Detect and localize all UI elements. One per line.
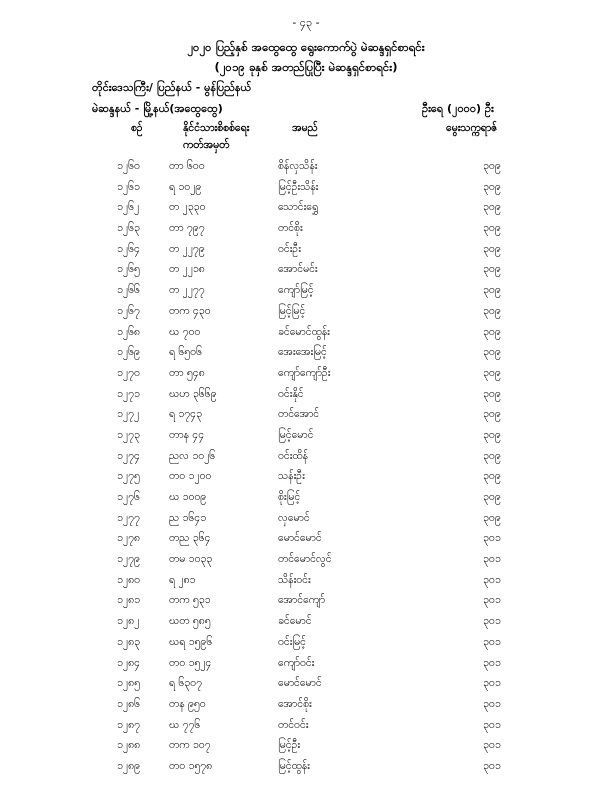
row-id: တက ၄၃၀ (169, 304, 211, 317)
table-row (0, 201, 612, 222)
row-name: ဝင်းနိုင် (278, 387, 304, 400)
row-name: ကျော်ကျော်ဦး (278, 366, 331, 379)
row-id: တမ ၁၀၃၃ (169, 553, 213, 566)
row-age: ၃၀၁ (483, 573, 501, 586)
table-row (0, 615, 612, 636)
row-name: မြင့်ထွန်း (278, 759, 310, 772)
table-row (0, 657, 612, 678)
row-id: ဃဟ ၃၆၆၉ (169, 387, 217, 400)
row-id: ဃတ ၅၈၅ (169, 615, 211, 628)
row-serial: ၁၂၇၆ (117, 491, 140, 503)
row-name: မြင့်မြင့် (278, 304, 306, 317)
row-serial: ၁၂၈၃ (117, 635, 140, 648)
header-serial: စဉ် (131, 122, 143, 134)
row-age: ၃၀၉ (483, 366, 501, 379)
table-row (0, 450, 612, 471)
table-row (0, 553, 612, 574)
header-id: နိုင်ငံသားစိစစ်ရေး (183, 122, 250, 134)
row-name: ဝင်းမြင့် (278, 635, 306, 648)
row-name: လှမောင် (278, 511, 310, 524)
row-age: ၃၀၉ (483, 263, 501, 276)
row-serial: ၁၂၈၈ (117, 739, 141, 752)
table-row (0, 284, 612, 305)
row-id: တ ၂၂၇၉ (169, 242, 205, 255)
row-id: တ ၂၂၇၇ (169, 284, 205, 297)
row-name: ခင်မောင်ထွန်း (278, 325, 330, 338)
count-label: ဦးရေ (၂၀၀၀) ဦး (422, 102, 494, 115)
row-serial: ၁၂၆၇ (117, 304, 140, 317)
row-age: ၃၀၉ (483, 284, 501, 297)
row-age: ၃၀၁ (483, 635, 501, 648)
row-serial: ၁၂၆၄ (117, 242, 140, 255)
table-row (0, 491, 612, 512)
row-name: အောင်စိုး (278, 697, 312, 710)
row-id: တ၀ ၁၂၀၀ (169, 470, 212, 483)
row-age: ၃၀၁ (483, 677, 501, 690)
voter-list (0, 160, 612, 781)
row-serial: ၁၂၇၃ (117, 428, 140, 441)
table-row (0, 739, 612, 760)
table-row (0, 243, 612, 264)
row-age: ၃၀၁ (483, 615, 501, 628)
row-name: စိုးမြင့် (278, 491, 301, 503)
row-name: သောင်းရွှေ (278, 201, 319, 214)
constituency-label: မဲဆန္ဒနယ် - မြို့နယ်(အထွေထွေ) (92, 102, 223, 115)
row-id: ဃ ၁၀၀၉ (169, 491, 207, 503)
row-age: ၃၀၁ (483, 718, 501, 731)
table-row (0, 388, 612, 409)
row-serial: ၁၂၇၀ (117, 366, 140, 379)
row-age: ၃၀၁ (483, 697, 501, 710)
row-id: တည ၃၆၄ (169, 532, 211, 545)
table-row (0, 470, 612, 491)
row-name: သိန်းဝင်း (278, 573, 311, 586)
row-name: စိန်လှသိန်း (278, 160, 318, 172)
row-id: ရ ၆၅၀၆ (169, 346, 202, 359)
row-name: အေးအေးမြင့် (278, 346, 327, 359)
header-id-line2: ကတ်အမှတ် (183, 139, 230, 151)
row-name: မြင့်မောင် (278, 428, 314, 441)
row-age: ၃၀၁ (483, 759, 501, 772)
row-name: မြင့်ဦးသိန်း (278, 180, 319, 193)
row-age: ၃၀၉ (483, 242, 501, 255)
row-id: တ၀ ၁၅၇၈ (169, 759, 213, 772)
row-id: တာ ၆၀၀ (169, 160, 205, 172)
row-age: ၃၀၉ (483, 304, 501, 317)
row-id: ဃ ၇၇၆ (169, 718, 201, 731)
row-id: ရ ၆၃၀၇ (169, 677, 202, 690)
row-age: ၃၀၁ (483, 739, 501, 752)
row-name: တင်မောင်လွင် (278, 553, 332, 566)
row-serial: ၁၂၈၉ (117, 759, 140, 772)
row-serial: ၁၂၇၇ (117, 511, 140, 524)
row-age: ၃၀၉ (483, 428, 501, 441)
row-age: ၃၀၁ (483, 656, 501, 669)
row-serial: ၁၂၇၄ (117, 449, 140, 462)
table-row (0, 160, 612, 181)
table-row (0, 636, 612, 657)
row-serial: ၁၂၈၁ (117, 594, 140, 607)
table-row (0, 532, 612, 553)
row-id: တ၀ ၁၅၂၄ (169, 656, 212, 669)
row-name: တင်ဝင်း (278, 718, 309, 731)
page-number: - ၄၃ - (292, 16, 320, 29)
table-row (0, 263, 612, 284)
row-age: ၃၀၁ (483, 553, 501, 566)
row-age: ၃၀၉ (483, 222, 501, 235)
row-serial: ၁၂၇၁ (117, 387, 140, 400)
row-age: ၃၀၉ (483, 408, 501, 421)
table-row (0, 305, 612, 326)
header-age: မွေးသက္ကရာဇ် (446, 122, 498, 134)
row-serial: ၁၂၇၅ (117, 470, 140, 483)
row-age: ၃၀၉ (483, 346, 501, 359)
table-row (0, 760, 612, 781)
row-id: တက ၅၃၁ (169, 594, 211, 607)
row-serial: ၁၂၇၉ (117, 553, 140, 566)
row-serial: ၁၂၈၀ (117, 573, 140, 586)
row-id: တက ၁၀၇ (169, 739, 211, 752)
row-name: အောင်ကျော် (278, 594, 326, 607)
row-name: ကျော်ဝင်း (278, 656, 315, 669)
table-row (0, 574, 612, 595)
row-age: ၃၀၉ (483, 449, 501, 462)
document-subtitle: (၂၀၁၉ ခုနှစ် အတည်ပြုပြီး မဲဆန္ဒရှင်စာရင်း) (214, 60, 398, 74)
row-age: ၃၀၉ (483, 160, 501, 172)
row-id: တ ၂၃၃၀ (169, 201, 206, 214)
row-name: ခင်မောင် (278, 615, 312, 628)
row-name: ကျော်မြင့် (278, 284, 314, 297)
row-name: ဝင်းဦး (278, 242, 301, 255)
row-serial: ၁၂၆၂ (117, 201, 140, 214)
table-row (0, 408, 612, 429)
row-id: ရ ၂၈၁ (169, 573, 196, 586)
header-name: အမည် (292, 122, 318, 134)
region-label: တိုင်းဒေသကြီး/ ပြည်နယ် - မွန်ပြည်နယ် (92, 81, 252, 94)
row-age: ၃၀၉ (483, 180, 501, 193)
row-age: ၃၀၉ (483, 470, 501, 483)
document-title: ၂၀၂၀ ပြည့်နှစ် အထွေထွေ ရွေးကောက်ပွဲ မဲဆန္ဒရှင်စာရင်း (187, 40, 425, 54)
row-age: ၃၀၉ (483, 201, 501, 214)
row-id: ဃရ ၁၅၉၆ (169, 635, 213, 648)
row-id: တ ၂၂၁၈ (169, 263, 205, 276)
row-age: ၃၀၉ (483, 511, 501, 524)
row-age: ၃၀၁ (483, 532, 501, 545)
row-id: ရ ၁၀၂၉ (169, 180, 202, 193)
row-name: မောင်မောင် (278, 532, 322, 545)
row-id: တာန ၄၄ (169, 428, 205, 441)
row-name: မောင်မောင် (278, 677, 322, 690)
row-id: တာ ၇၉၇ (169, 222, 205, 235)
table-row (0, 677, 612, 698)
row-serial: ၁၂၈၅ (117, 677, 140, 690)
row-name: ဝင်းထိန် (278, 449, 308, 462)
row-id: ညလ ၁၀၂၆ (169, 449, 216, 462)
row-name: တင်အောင် (278, 408, 320, 421)
row-id: တန ၉၅၀ (169, 697, 206, 710)
table-row (0, 512, 612, 533)
row-serial: ၁၂၆၀ (117, 160, 140, 172)
row-id: ရ ၁၇၄၃ (169, 408, 202, 421)
table-row (0, 594, 612, 615)
row-id: ည ၁၆၄၁ (169, 511, 207, 524)
row-serial: ၁၂၈၆ (117, 697, 140, 710)
row-name: မြင့်ဦး (278, 739, 301, 752)
row-serial: ၁၂၇၈ (117, 532, 140, 545)
table-row (0, 346, 612, 367)
row-serial: ၁၂၆၆ (117, 284, 140, 297)
table-row (0, 181, 612, 202)
row-age: ၃၀၉ (483, 325, 501, 338)
row-serial: ၁၂၈၇ (117, 718, 140, 731)
row-id: တာ ၅၄၈ (169, 366, 205, 379)
row-serial: ၁၂၈၂ (117, 615, 140, 628)
row-serial: ၁၂၆၉ (117, 346, 140, 359)
row-serial: ၁၂၆၁ (117, 180, 140, 193)
row-name: သန်းဦး (278, 470, 305, 483)
row-serial: ၁၂၆၅ (117, 263, 140, 276)
row-name: အောင်မင်း (278, 263, 318, 276)
table-row (0, 367, 612, 388)
row-id: ဃ ၇၀၀ (169, 325, 201, 338)
table-row (0, 698, 612, 719)
row-age: ၃၀၉ (483, 491, 501, 503)
row-serial: ၁၂၇၂ (117, 408, 140, 421)
row-serial: ၁၂၆၃ (117, 222, 140, 235)
row-serial: ၁၂၈၄ (117, 656, 140, 669)
table-row (0, 326, 612, 347)
row-name: တင်စိုး (278, 222, 303, 235)
row-age: ၃၀၉ (483, 387, 501, 400)
table-row (0, 429, 612, 450)
row-serial: ၁၂၆၈ (117, 325, 140, 338)
row-age: ၃၀၁ (483, 594, 501, 607)
table-row (0, 222, 612, 243)
table-row (0, 719, 612, 740)
